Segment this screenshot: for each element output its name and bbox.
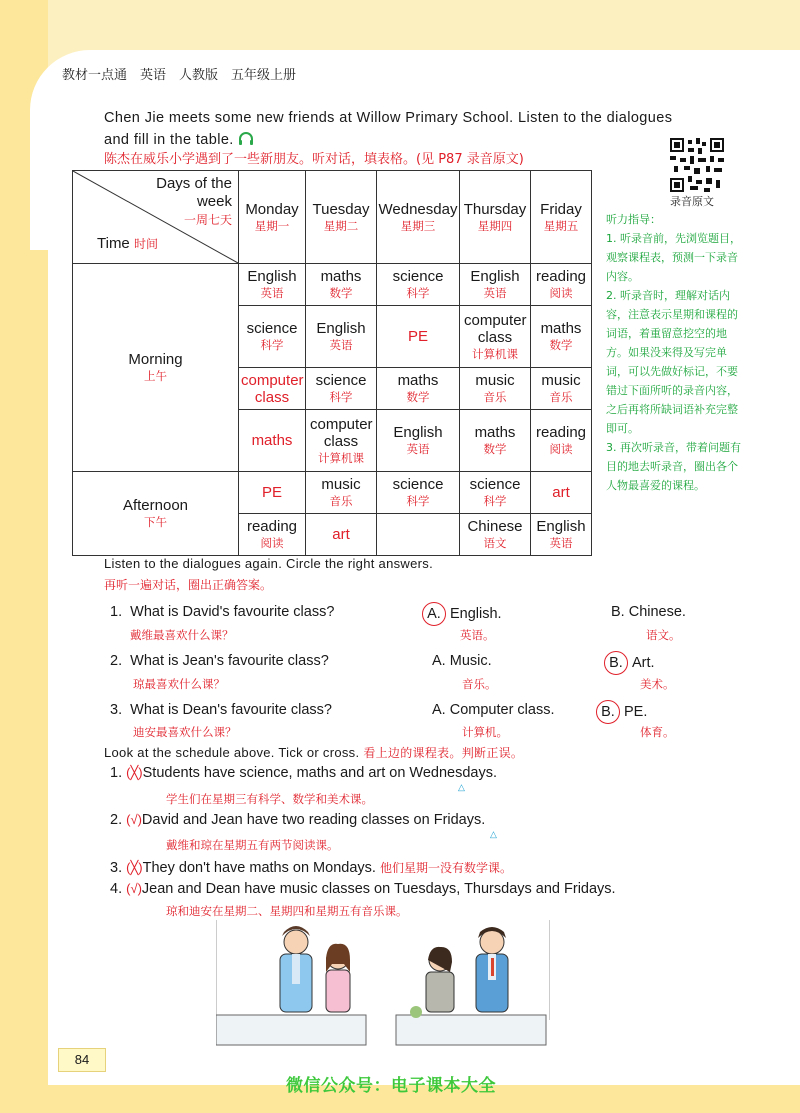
days-of-week-label: Days of the week <box>156 175 232 210</box>
day-header-thursday: Thursday 星期四 <box>460 171 531 264</box>
statement-3-cn: 他们星期一没有数学课。 <box>379 861 512 875</box>
schedule-cell: English 英语 <box>377 410 460 472</box>
time-label: Time <box>97 235 130 252</box>
schedule-cell: computer class 计算机课 <box>460 306 531 368</box>
cross-mark[interactable]: (╳) <box>126 765 143 780</box>
schedule-cell: science 科学 <box>306 368 377 410</box>
statement-4: 4. (√)Jean and Dean have music classes on Tuesdays, Thursdays and Fridays. <box>110 881 616 897</box>
tick-mark[interactable]: (√) <box>126 812 142 827</box>
schedule-cell: maths 数学 <box>531 306 592 368</box>
statement-2: 2. (√)David and Jean have two reading classes on Fridays. <box>110 812 486 828</box>
listening-guide <box>606 210 746 495</box>
option-1a[interactable]: A. English. <box>422 602 502 626</box>
schedule-cell: science 科学 <box>377 472 460 514</box>
schedule-cell: science 科学 <box>460 472 531 514</box>
guide-title: 听力指导： <box>606 213 661 226</box>
guide-item: 3. 再次听录音，带着问题有目的地去听录音，圈出各个人物最喜爱的课程。 <box>606 441 741 492</box>
table-row <box>73 264 592 306</box>
schedule-cell: computer class 计算机课 <box>306 410 377 472</box>
qr-label: 录音原文 <box>670 195 714 208</box>
option-3a[interactable]: A. Computer class. <box>432 702 555 718</box>
triangle-marker: △ <box>458 782 465 792</box>
option-1b[interactable]: B. Chinese. <box>611 604 686 620</box>
section3-cn: 看上边的课程表。判断正误。 <box>363 746 524 760</box>
schedule-cell-filled: art <box>531 472 592 514</box>
intro-instruction <box>104 107 674 151</box>
section2-instruction-cn: 再听一遍对话，圈出正确答案。 <box>104 578 273 592</box>
option-2b[interactable]: B. Art. <box>604 651 655 675</box>
option-2a-cn: 音乐。 <box>462 677 497 691</box>
question-2: 2. What is Jean's favourite class? <box>110 653 329 669</box>
time-cn: 时间 <box>133 237 158 251</box>
statement-4-cn: 琼和迪安在星期二、星期四和星期五有音乐课。 <box>166 904 408 918</box>
schedule-cell: English 英语 <box>306 306 377 368</box>
afternoon-label: Afternoon 下午 <box>73 472 239 556</box>
schedule-cell: Chinese 语文 <box>460 514 531 556</box>
cross-mark[interactable]: (╳) <box>126 860 143 875</box>
statement-1-cn: 学生们在星期三有科学、数学和美术课。 <box>166 792 373 806</box>
schedule-cell: reading 阅读 <box>531 410 592 472</box>
answer-circle: B. <box>604 651 628 675</box>
schedule-cell: music 音乐 <box>460 368 531 410</box>
schedule-cell: English 英语 <box>531 514 592 556</box>
option-3b[interactable]: B. PE. <box>596 700 647 724</box>
schedule-cell-filled: PE <box>377 306 460 368</box>
option-1a-cn: 英语。 <box>460 628 495 642</box>
schedule-cell: maths 数学 <box>377 368 460 410</box>
section3-instruction <box>104 744 523 761</box>
guide-item: 1. 听录音前，先浏览题目，观察课程表，预测一下录音内容。 <box>606 232 741 283</box>
running-header: 教材一点通 英语 人教版 五年级上册 <box>62 68 297 83</box>
section3-en: Look at the schedule above. Tick or cross. <box>104 745 360 760</box>
schedule-table <box>72 170 592 556</box>
watermark: 微信公众号：电子课本大全 <box>286 1076 496 1096</box>
day-header-tuesday: Tuesday 星期二 <box>306 171 377 264</box>
triangle-marker: △ <box>490 829 497 839</box>
morning-label: Morning 上午 <box>73 264 239 472</box>
schedule-cell-filled: PE <box>239 472 306 514</box>
table-row <box>73 472 592 514</box>
schedule-cell: English 英语 <box>239 264 306 306</box>
page-number: 84 <box>58 1048 106 1072</box>
schedule-cell: science 科学 <box>239 306 306 368</box>
schedule-cell-empty <box>377 514 460 556</box>
tick-mark[interactable]: (√) <box>126 881 142 896</box>
intro-cn: 陈杰在威乐小学遇到了一些新朋友。听对话，填表格。(见 P87 录音原文) <box>104 152 524 167</box>
answer-circle: A. <box>422 602 446 626</box>
question-1: 1. What is David's favourite class? <box>110 604 335 620</box>
headphones-icon <box>238 132 254 146</box>
guide-item: 2. 听录音时，理解对话内容，注意表示星期和课程的词语，着重留意挖空的地方。如果没来得及写完单词，可以先做好标记，不要错过下面所听的录音内容，之后再将所缺词语补充完整即可。 <box>606 289 738 435</box>
question-1-cn: 戴维最喜欢什么课？ <box>130 628 234 642</box>
day-header-monday: Monday 星期一 <box>239 171 306 264</box>
schedule-cell: music 音乐 <box>306 472 377 514</box>
question-3: 3. What is Dean's favourite class? <box>110 702 332 718</box>
schedule-cell: maths 数学 <box>306 264 377 306</box>
statement-1: 1. (╳)Students have science, maths and art on Wednesdays. <box>110 765 498 781</box>
qr-code[interactable] <box>670 138 724 192</box>
answer-circle: B. <box>596 700 620 724</box>
question-3-cn: 迪安最喜欢什么课？ <box>133 725 237 739</box>
day-header-friday: Friday 星期五 <box>531 171 592 264</box>
option-3a-cn: 计算机。 <box>462 725 508 739</box>
day-header-wednesday: Wednesday 星期三 <box>377 171 460 264</box>
table-corner-header <box>73 171 239 264</box>
statement-2-cn: 戴维和琼在星期五有两节阅读课。 <box>166 838 339 852</box>
question-2-cn: 琼最喜欢什么课？ <box>133 677 225 691</box>
statement-3: 3. (╳)They don't have maths on Mondays. 他们星期一没有数学课。 <box>110 860 512 876</box>
schedule-cell-filled: computer class <box>239 368 306 410</box>
schedule-cell: science 科学 <box>377 264 460 306</box>
option-2a[interactable]: A. Music. <box>432 653 492 669</box>
schedule-cell-filled: art <box>306 514 377 556</box>
classroom-illustration <box>216 920 550 1050</box>
option-3b-cn: 体育。 <box>640 725 675 739</box>
intro-en: Chen Jie meets some new friends at Willow Primary School. Listen to the dialogues and fill in the table. <box>104 110 673 148</box>
option-2b-cn: 美术。 <box>640 677 675 691</box>
option-1b-cn: 语文。 <box>646 628 681 642</box>
schedule-cell: maths 数学 <box>460 410 531 472</box>
schedule-cell-filled: maths <box>239 410 306 472</box>
schedule-cell: reading 阅读 <box>531 264 592 306</box>
days-of-week-cn: 一周七天 <box>183 213 232 227</box>
schedule-cell: English 英语 <box>460 264 531 306</box>
schedule-cell: music 音乐 <box>531 368 592 410</box>
section2-instruction-en: Listen to the dialogues again. Circle the right answers. <box>104 556 433 571</box>
schedule-cell: reading 阅读 <box>239 514 306 556</box>
